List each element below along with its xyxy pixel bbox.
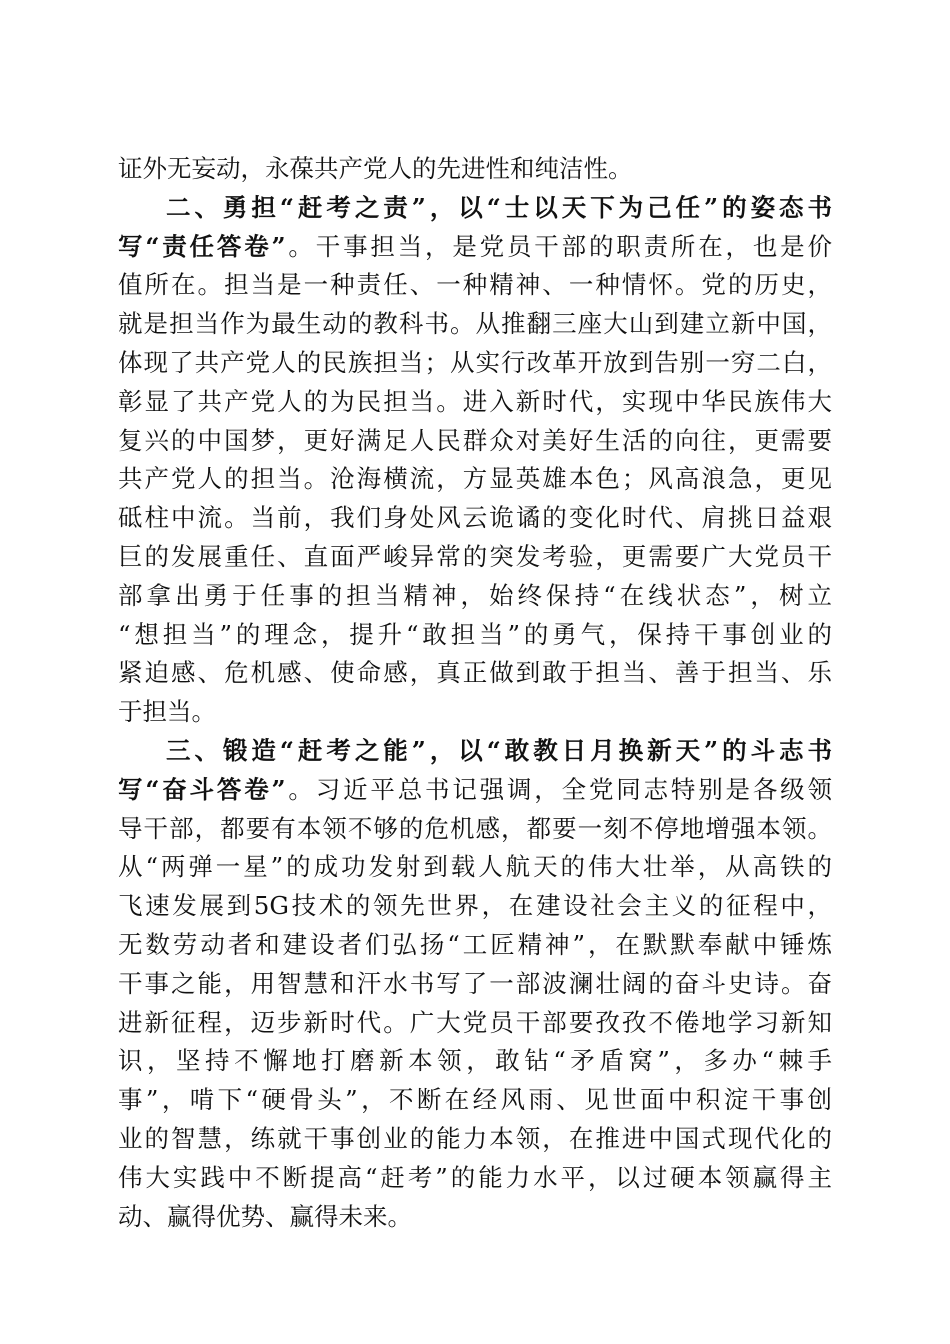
text-segment: 事”，啃下“硬骨头”，不断在经风雨、见世面中积淀干事创 (118, 1085, 832, 1115)
section-heading-line (166, 732, 832, 770)
text-line (118, 266, 832, 304)
text-segment: 干事之能，用智慧和汗水书写了一部波澜壮阔的奋斗史诗。奋 (118, 968, 832, 998)
text-segment: 伟大实践中不断提高“赶考”的能力水平，以过硬本领赢得主 (118, 1162, 832, 1192)
bold-text-segment: 二、勇担“赶考之责”，以“士以天下为己任”的姿态书 (166, 192, 832, 222)
text-segment: 识，坚持不懈地打磨新本领，敢钻“矛盾窝”，多办“棘手 (118, 1046, 832, 1076)
text-line (118, 693, 832, 731)
text-line (118, 383, 832, 421)
text-segment: 飞速发展到5G技术的领先世界，在建设社会主义的征程中， (118, 891, 832, 921)
text-segment: 从“两弹一星”的成功发射到载人航天的伟大壮举，从高铁的 (118, 852, 832, 882)
text-segment: 砥柱中流。当前，我们身处风云诡谲的变化时代、肩挑日益艰 (118, 503, 832, 533)
text-line (118, 577, 832, 615)
text-segment: 彰显了共产党人的为民担当。进入新时代，实现中华民族伟大 (118, 386, 832, 416)
text-line (118, 616, 832, 654)
text-line (118, 305, 832, 343)
text-line (118, 1081, 832, 1119)
text-line (118, 344, 832, 382)
text-line (118, 422, 832, 460)
text-segment: 。习近平总书记强调，全党同志特别是各级领 (285, 774, 833, 804)
text-line (118, 1004, 832, 1042)
bold-text-segment: 写“奋斗答卷” (118, 774, 286, 804)
section-heading-line (166, 189, 832, 227)
text-segment: 紧迫感、危机感、使命感，真正做到敢于担当、善于担当、乐 (118, 658, 832, 688)
text-line (118, 538, 832, 576)
text-segment: 于担当。 (118, 697, 216, 727)
text-segment: 复兴的中国梦，更好满足人民群众对美好生活的向往，更需要 (118, 425, 832, 455)
text-line (118, 150, 832, 188)
text-line (118, 1120, 832, 1158)
text-segment: 业的智慧，练就干事创业的能力本领，在推进中国式现代化的 (118, 1124, 832, 1153)
text-line (118, 1042, 832, 1080)
text-line (118, 965, 832, 1003)
text-segment: 。干事担当，是党员干部的职责所在，也是价 (285, 231, 833, 261)
text-line (118, 1159, 832, 1197)
text-line (118, 771, 832, 809)
text-segment: 进新征程，迈步新时代。广大党员干部要孜孜不倦地学习新知 (118, 1007, 832, 1037)
text-line (118, 654, 832, 692)
text-segment: 无数劳动者和建设者们弘扬“工匠精神”，在默默奉献中锤炼 (118, 930, 832, 959)
text-segment: 导干部，都要有本领不够的危机感，都要一刻不停地增强本领。 (118, 813, 832, 843)
text-line (118, 810, 832, 848)
text-line (118, 1198, 832, 1236)
text-segment: 体现了共产党人的民族担当；从实行改革开放到告别一穷二白， (118, 348, 832, 377)
text-line (118, 228, 832, 266)
text-segment: “想担当”的理念，提升“敢担当”的勇气，保持干事创业的 (118, 619, 832, 649)
text-segment: 共产党人的担当。沧海横流，方显英雄本色；风高浪急，更见 (118, 464, 832, 494)
bold-text-segment: 写“责任答卷” (118, 231, 286, 261)
text-segment: 值所在。担当是一种责任、一种精神、一种情怀。党的历史， (118, 270, 832, 300)
bold-text-segment: 三、锻造“赶考之能”，以“敢教日月换新天”的斗志书 (166, 736, 832, 765)
text-segment: 动、赢得优势、赢得未来。 (118, 1201, 412, 1231)
text-line (118, 926, 832, 964)
text-line (118, 848, 832, 886)
text-segment: 部拿出勇于任事的担当精神，始终保持“在线状态”，树立 (118, 580, 832, 610)
text-segment: 巨的发展重任、直面严峻异常的突发考验，更需要广大党员干 (118, 542, 832, 571)
text-line (118, 499, 832, 537)
text-line (118, 460, 832, 498)
text-line (118, 887, 832, 925)
text-segment: 证外无妄动，永葆共产党人的先进性和纯洁性。 (118, 154, 633, 183)
text-segment: 就是担当作为最生动的教科书。从推翻三座大山到建立新中国， (118, 309, 832, 339)
